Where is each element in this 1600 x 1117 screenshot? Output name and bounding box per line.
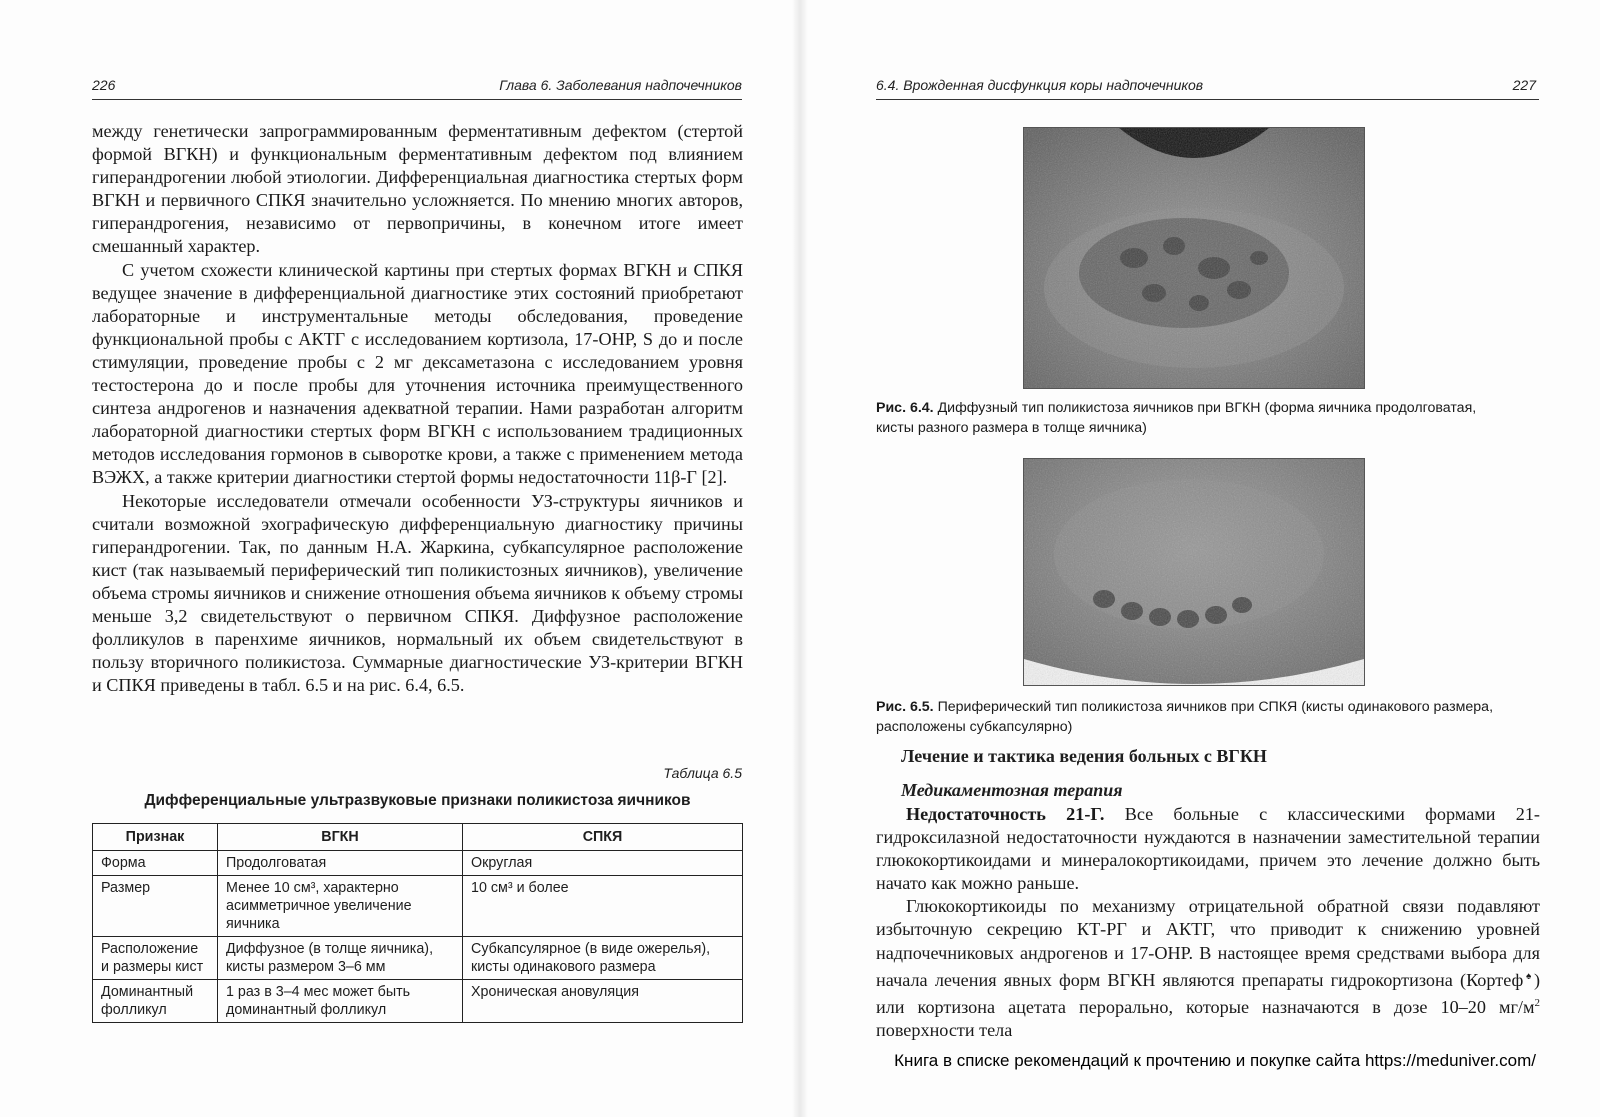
table-header-row [93, 824, 743, 851]
header-rule [92, 99, 742, 100]
left-page-header [92, 77, 742, 99]
figure-label: Рис. 6.5. [876, 699, 934, 715]
table-cell: Форма [93, 851, 218, 876]
figure-caption-6-4 [876, 398, 1508, 438]
right-body-text [876, 803, 1540, 1042]
table-cell: Округлая [463, 851, 743, 876]
table-cell: Доминантный фолликул [93, 980, 218, 1023]
right-page-header [876, 77, 1536, 99]
column-header: ВГКН [218, 824, 463, 851]
paragraph-lead: Недостаточность 21-Г. [906, 804, 1105, 824]
page-number: 226 [92, 77, 116, 93]
paragraph: Некоторые исследователи отмечали особенности УЗ-структуры яичников и считали возможной эхографическую дифференциальную диагностику причины гиперандрогении. Так, по данным Н.А. Жаркина, субкапсулярное расположение кист (так называемый периферический тип поликистозных яичников), увеличение объема стромы яичников и снижение отношения объема яичников к объему стромы меньше 3,2 свидетельствуют о первичном СПКЯ. Диффузное расположение фолликулов в паренхиме яичников, нормальный их объем свидетельствуют в пользу вторичного поликистоза. Суммарные диагностические УЗ-критерии ВГКН и СПКЯ приведены в табл. 6.5 и на рис. 6.4, 6.5. [92, 490, 743, 696]
ultrasound-criteria-table [92, 823, 743, 1023]
subsection-title: Медикаментозная терапия [901, 780, 1123, 800]
page-number: 227 [1512, 77, 1536, 93]
table-cell: Хроническая ановуляция [463, 980, 743, 1023]
section-title: Лечение и тактика ведения больных с ВГКН [901, 746, 1267, 766]
table-cell: Размер [93, 876, 218, 937]
figure-caption-text: Диффузный тип поликистоза яичников при ВГКН (форма яичника продолговатая, кисты разного размера в толще яичника) [876, 400, 1477, 436]
superscript: 2 [1534, 996, 1540, 1009]
left-body-text [92, 120, 743, 697]
ultrasound-image-fig-6-4-drawing [1024, 128, 1364, 388]
table-title: Дифференциальные ультразвуковые признаки поликистоза яичников [144, 792, 691, 809]
column-header: СПКЯ [463, 824, 743, 851]
trademark-mark: ♠ [1523, 970, 1534, 982]
running-head: 6.4. Врожденная дисфункция коры надпочечников [876, 77, 1204, 93]
table-cell: Диффузное (в толще яичника), кисты размером 3–6 мм [218, 937, 463, 980]
paragraph: С учетом схожести клинической картины при стертых формах ВГКН и СПКЯ ведущее значение в дифференциальной диагностике этих состояний приобретают лабораторные и инструментальные методы обследования, проведение функциональной пробы с АКТГ с исследованием кортизола, 17-ОНР, S до и после стимуляции, проведение пробы с 2 мг дексаметазона с исследованием уровня тестостерона до и после пробы для уточнения источника преимущественного синтеза андрогенов и назначения адекватной терапии. Нами разработан алгоритм лабораторной диагностики стертых форм ВГКН с использованием традиционных методов исследования гормонов в сыворотке крови, а также с применением метода ВЭЖХ, а также критерии диагностики стертой формы недостаточности 11β-Г [2]. [92, 259, 743, 488]
header-rule [876, 99, 1539, 100]
paragraph: ) или кортизона ацетата перорально, которые назначаются в дозе 10–20 мг/м [876, 969, 1540, 1017]
paragraph: Все больные с классическими формами 21-гидроксилазной недостаточности нуждаются в назначении заместительной терапии глюкокортикоидами и минералокортикоидами, причем это лечение должно быть начато как можно раньше. [876, 804, 1540, 894]
table-cell: Расположение и размеры кист [93, 937, 218, 980]
table-cell: Продолговатая [218, 851, 463, 876]
column-header: Признак [93, 824, 218, 851]
table-cell: 10 см³ и более [463, 876, 743, 937]
figure-caption-text: Периферический тип поликистоза яичников при СПКЯ (кисты одинакового размера, расположены субкапсулярно) [876, 699, 1494, 735]
site-watermark: Книга в списке рекомендаций к прочтению и покупке сайта https://meduniver.com/ [894, 1051, 1536, 1070]
paragraph: поверхности тела [876, 1019, 1013, 1040]
table-label: Таблица 6.5 [663, 765, 742, 781]
table-cell: 1 раз в 3–4 мес может быть доминантный фолликул [218, 980, 463, 1023]
table-row [93, 980, 743, 1023]
paragraph: между генетически запрограммированным ферментативным дефектом (стертой формой ВГКН) и функциональным ферментативным дефектом под влиянием гиперандрогении любой этиологии. Дифференциальная диагностика стертых форм ВГКН и первичного СПКЯ значительно усложняется. По мнению многих авторов, гиперандрогения, независимо от первопричины, в конечном итоге имеет смешанный характер. [92, 121, 743, 257]
figure-label: Рис. 6.4. [876, 400, 934, 416]
ultrasound-image-fig-6-5-drawing [1024, 459, 1364, 685]
running-head: Глава 6. Заболевания надпочечников [499, 77, 742, 93]
table-row [93, 937, 743, 980]
table-row [93, 876, 743, 937]
table-cell: Менее 10 см³, характерно асимметричное увеличение яичника [218, 876, 463, 937]
ultrasound-image-fig-6-4 [1023, 127, 1365, 389]
table-cell: Субкапсулярное (в виде ожерелья), кисты одинакового размера [463, 937, 743, 980]
paragraph: Глюкокортикоиды по механизму отрицательной обратной связи подавляют избыточную секрецию КТ-РГ и АКТГ, что приводит к снижению уровней надпочечниковых андрогенов и 17-ОНР. В настоящее время средствами выбора для начала лечения явных форм ВГКН являются препараты гидрокортизона (Кортеф [876, 896, 1540, 990]
ultrasound-image-fig-6-5 [1023, 458, 1365, 686]
table-row [93, 851, 743, 876]
figure-caption-6-5 [876, 697, 1508, 737]
